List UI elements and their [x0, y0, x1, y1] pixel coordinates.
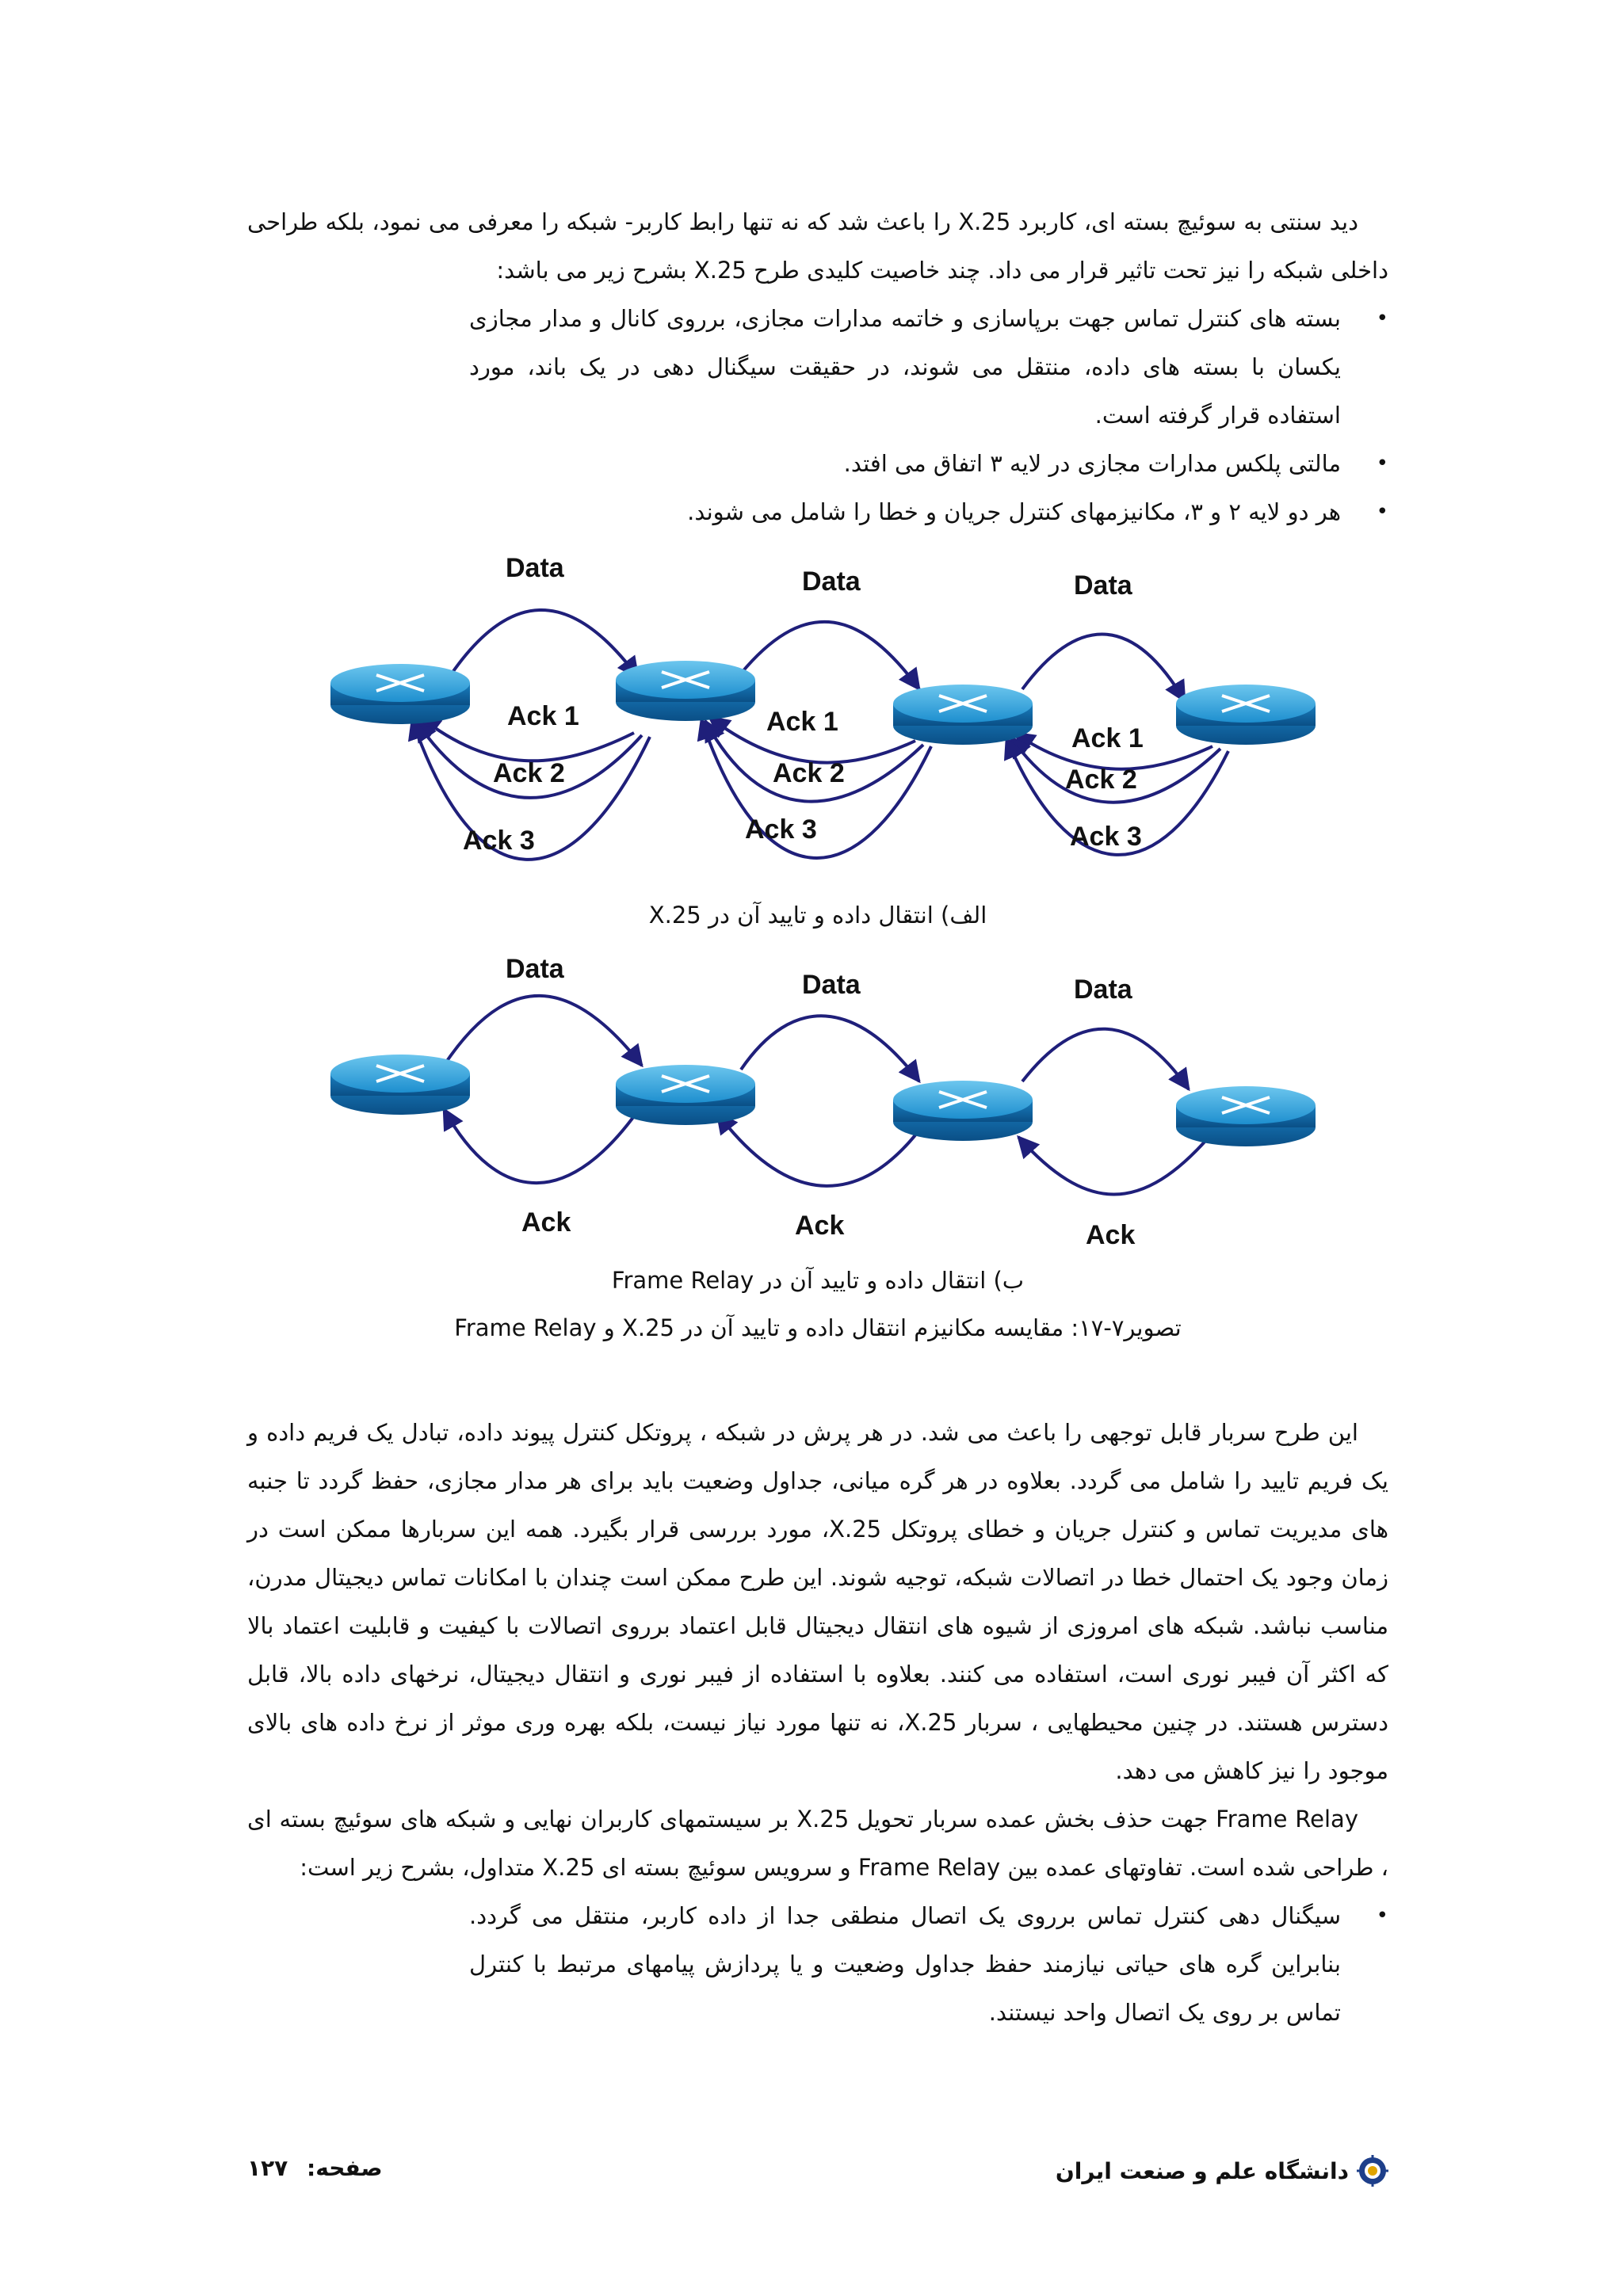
data-label: Data: [802, 970, 861, 1000]
page-footer: [247, 2155, 1388, 2203]
intro-paragraph: دید سنتی به سوئیچ بسته ای، کاربرد X.25 را باعث شد که نه تنها رابط کاربر- شبکه را معرفی می نمود، بلکه طراحی داخلی شبکه را نیز تحت تاثیر قرار می داد. چند خاصیت کلیدی طرح X.25 بشرح زیر می باشد:: [247, 208, 1388, 284]
body-section: [247, 1409, 1388, 2037]
data-label: Data: [1074, 974, 1132, 1005]
intro-section: [247, 198, 1388, 536]
router-icon: [893, 685, 1033, 745]
figure-b-caption: ب) انتقال داده و تایید آن در Frame Relay: [611, 1267, 1025, 1294]
router-icon: [1176, 1086, 1316, 1146]
ack-label: Ack: [521, 1207, 571, 1238]
data-label: Data: [1074, 570, 1132, 601]
ack-label: Ack 3: [463, 826, 535, 856]
data-arc: [1022, 1029, 1189, 1089]
ack-arc: [444, 1105, 642, 1183]
figure-b-frame-relay-diagram: [0, 943, 1623, 1260]
figure-a-caption: الف) انتقال داده و تایید آن در X.25: [648, 902, 987, 929]
data-arc: [741, 622, 919, 689]
data-label: Data: [802, 566, 861, 597]
body-paragraph: Frame Relay جهت حذف بخش عمده سربار تحویل X.25 بر سیستمهای کاربران نهایی و شبکه های سوئیچ بسته ای ، طراحی شده است. تفاوتهای عمده بین Frame Relay و سرویس سوئیچ بسته ای X.25 متداول، بشرح زیر است:: [247, 1806, 1388, 1881]
data-arc: [741, 1016, 919, 1081]
page-number-block: [247, 2155, 383, 2181]
list-item: • سیگنال دهی کنترل تماس برروی یک اتصال منطقی جدا از داده کاربر، منتقل می گردد. بنابراین گره های حیاتی نیازمند حفظ جداول وضعیت و یا پردازش پیامهای مرتبط با کنترل تماس بر روی یک اتصال واحد نیستند.: [247, 1892, 1388, 2037]
list-item: • مالتی پلکس مدارات مجازی در لایه ۳ اتفاق می افتد.: [247, 440, 1388, 488]
ack-label: Ack: [795, 1211, 845, 1241]
data-label: Data: [506, 954, 564, 984]
ack-label: Ack 1: [766, 707, 838, 737]
router-icon: [1176, 685, 1316, 745]
router-icon: [616, 1065, 755, 1125]
ack-label: Ack: [1086, 1220, 1136, 1250]
list-item: • هر دو لایه ۲ و ۳، مکانیزمهای کنترل جریان و خطا را شامل می شوند.: [247, 488, 1388, 536]
ack-label: Ack 2: [773, 758, 845, 788]
university-logo-icon: [1357, 2155, 1388, 2187]
page-number: ۱۲۷: [247, 2155, 288, 2181]
data-arc: [1022, 635, 1185, 701]
body-paragraph: این طرح سربار قابل توجهی را باعث می شد. در هر پرش در شبکه ، پروتکل کنترل پیوند داده، تبادل یک فریم داده و یک فریم تایید را شامل می گردد. بعلاوه در هر گره میانی، جداول وضعیت باید برای هر مدار مجازی، حفظ گردد تا جنبه های مدیریت تماس و کنترل جریان و خطای پروتکل X.25، مورد بررسی قرار بگیرد. همه این سربارها ممکن است در زمان وجود یک احتمال خطا در اتصالات شبکه، توجیه شوند. این طرح ممکن است چندان با امکانات تماس دیجیتال مدرن، مناسب نباشد. شبکه های امروزی از شیوه های انتقال دیجیتال قابل اعتماد برروی اتصالات با کیفیت و قابلیت اعتماد بالا که اکثر آن فیبر نوری است، استفاده می کنند. بعلاوه با استفاده از فیبر نوری و انتقال دیجیتال، نرخهای داده بالا، قابل دسترس هستند. در چنین محیطهایی ، سربار X.25، نه تنها مورد نیاز نیست، بلکه بهره وری موثر از نرخ داده های بالای موجود را نیز کاهش می دهد.: [247, 1419, 1388, 1784]
ack-label: Ack 2: [1065, 765, 1137, 795]
data-arc: [444, 610, 638, 685]
figure-caption: تصویر۷-۱۷: مقایسه مکانیزم انتقال داده و تایید آن در X.25 و Frame Relay: [454, 1314, 1182, 1341]
university-mark: [1056, 2155, 1388, 2187]
page-label: صفحه:: [307, 2155, 383, 2181]
university-name: دانشگاه علم و صنعت ایران: [1055, 2157, 1349, 2184]
list-item: • بسته های کنترل تماس جهت برپاسازی و خاتمه مدارات مجازی، برروی کانال و مدار مجازی یکسان با بسته های داده، منتقل می شوند، در حقیقت سیگنال دهی در یک باند، مورد استفاده قرار گرفته است.: [247, 295, 1388, 440]
router-icon: [893, 1081, 1033, 1141]
router-icon: [616, 661, 755, 721]
intro-bullet-list: [247, 295, 1388, 536]
body-bullet-list: [247, 1892, 1388, 2037]
ack-label: Ack 3: [745, 814, 817, 845]
data-arc: [444, 996, 642, 1066]
ack-label: Ack 1: [1071, 723, 1144, 753]
figure-a-x25-diagram: [0, 539, 1623, 911]
data-label: Data: [506, 553, 564, 583]
ack-label: Ack 3: [1070, 822, 1142, 852]
router-icon: [330, 1055, 470, 1115]
ack-arc: [1018, 1133, 1212, 1195]
ack-arc: [717, 1113, 923, 1186]
router-icon: [330, 664, 470, 724]
ack-label: Ack 2: [493, 758, 565, 788]
ack-label: Ack 1: [507, 701, 579, 731]
